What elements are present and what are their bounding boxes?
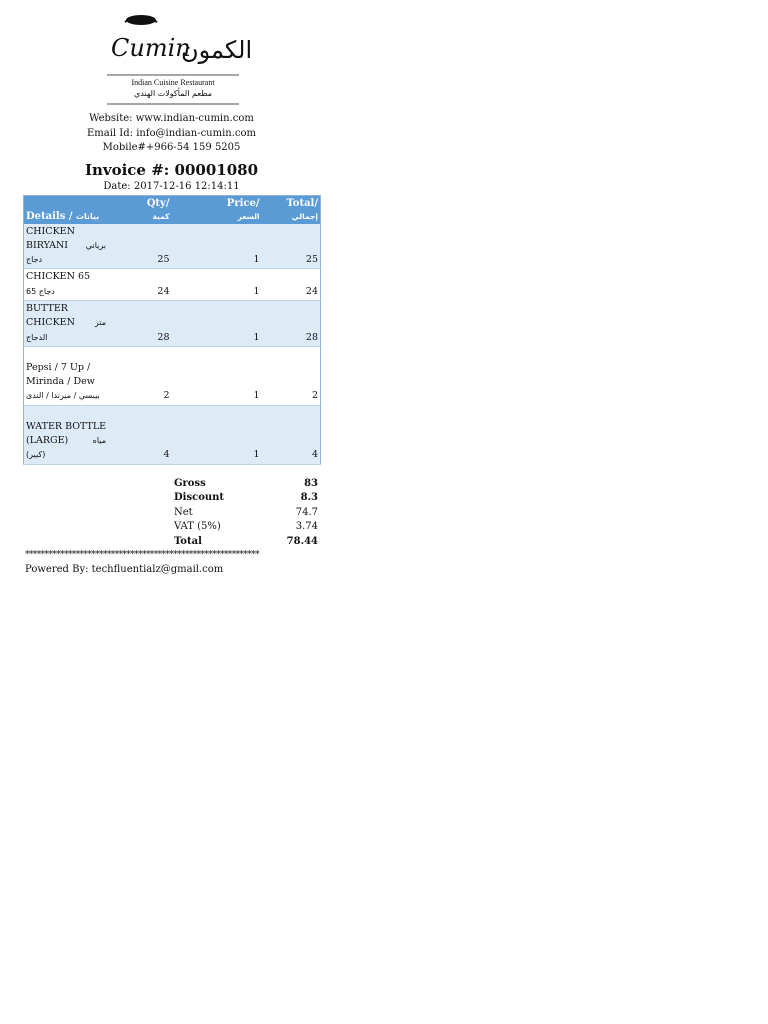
- item-qty: 28: [136, 300, 172, 346]
- item-price: 1: [172, 346, 262, 405]
- header-details: [24, 195, 136, 224]
- invoice-number: Invoice #: 00001080: [84, 160, 259, 179]
- contact-info: [23, 112, 320, 156]
- powered-by: Powered By: techfluentialz@gmail.com: [25, 564, 224, 576]
- item-price: 1: [172, 224, 262, 269]
- net-value: 74.7: [295, 506, 318, 518]
- item-total: 24: [262, 269, 321, 301]
- item-name-line2: Mirinda / Dew: [26, 376, 95, 388]
- item-name-arabic-line: بيبسي / ميرندا / الندى: [26, 391, 100, 401]
- item-name-line2: CHICKEN: [26, 317, 75, 329]
- header-qty-arabic: كمية: [152, 211, 170, 221]
- separator-line: ************************************************************: [25, 550, 260, 561]
- table-header-row: [24, 195, 321, 224]
- vat-label: VAT (5%): [174, 521, 221, 533]
- total-value: 78.44: [286, 535, 318, 547]
- totals-summary: [174, 477, 318, 550]
- item-name-arabic: مياه: [92, 436, 106, 446]
- item-total: 25: [262, 224, 321, 269]
- item-details: [24, 405, 136, 464]
- table-row: [24, 269, 321, 301]
- invoice-date: Date: 2017-12-16 12:14:11: [103, 180, 240, 192]
- discount-label: Discount: [174, 492, 225, 504]
- table-row: [24, 346, 321, 405]
- header-qty-label: Qty/: [146, 197, 170, 209]
- item-qty: 24: [136, 269, 172, 301]
- net-label: Net: [174, 506, 193, 518]
- logo-arabic-text: الكمون: [181, 36, 253, 64]
- table-row: [24, 405, 321, 464]
- discount-value: 8.3: [300, 492, 318, 504]
- header-details-label: Details /: [26, 210, 73, 222]
- mobile-text: Mobile#+966-54 159 5205: [102, 142, 241, 153]
- item-name-arabic-line: (كبير): [26, 450, 46, 460]
- gross-value: 83: [304, 477, 318, 489]
- item-details: [24, 346, 136, 405]
- logo-subtitle-arabic: مطعم المأكولات الهندي: [133, 89, 213, 98]
- email-text: Email Id: info@indian-cumin.com: [86, 127, 257, 139]
- item-name-arabic: متر: [94, 318, 106, 328]
- item-name-line2: BIRYANI: [26, 239, 69, 251]
- logo-graphic: [103, 12, 253, 110]
- header-price-arabic: السعر: [237, 211, 260, 221]
- header-price: [172, 195, 262, 224]
- item-name-line1: CHICKEN 65: [26, 271, 91, 283]
- item-name-arabic-line: الدجاج: [26, 332, 48, 342]
- table-row: [24, 300, 321, 346]
- item-name-arabic: برياني: [85, 240, 106, 250]
- net-row: [174, 506, 318, 521]
- item-qty: 25: [136, 224, 172, 269]
- item-details: [24, 300, 136, 346]
- item-qty: 4: [136, 405, 172, 464]
- header-total-arabic: إجمالي: [291, 211, 318, 221]
- item-total: 2: [262, 346, 321, 405]
- item-price: 1: [172, 405, 262, 464]
- header-qty: [136, 195, 172, 224]
- gross-label: Gross: [174, 477, 206, 489]
- item-details: [24, 269, 136, 301]
- item-name-line1: Pepsi / 7 Up /: [26, 361, 91, 373]
- items-table: [23, 195, 321, 465]
- item-name-line2: (LARGE): [26, 435, 69, 447]
- header-total-label: Total/: [286, 197, 318, 209]
- restaurant-logo: [23, 12, 320, 110]
- item-name-line1: CHICKEN: [26, 225, 75, 237]
- logo-latin-text: Cumin: [111, 34, 191, 62]
- total-row: [174, 535, 318, 550]
- gross-row: [174, 477, 318, 492]
- item-price: 1: [172, 269, 262, 301]
- item-name-line1: BUTTER: [26, 302, 68, 314]
- table-row: [24, 224, 321, 269]
- discount-row: [174, 491, 318, 506]
- item-name-arabic-line: دجاج: [26, 255, 43, 265]
- item-name-arabic-line: دجاج 65: [26, 286, 55, 296]
- header-price-label: Price/: [226, 197, 260, 209]
- item-price: 1: [172, 300, 262, 346]
- receipt: [23, 12, 320, 577]
- item-qty: 2: [136, 346, 172, 405]
- header-total: [262, 195, 321, 224]
- website-text: Website: www.indian-cumin.com: [89, 113, 254, 124]
- vat-value: 3.74: [295, 521, 318, 533]
- item-total: 4: [262, 405, 321, 464]
- item-total: 28: [262, 300, 321, 346]
- item-details: [24, 224, 136, 269]
- logo-subtitle: Indian Cuisine Restaurant: [131, 78, 215, 87]
- vat-row: [174, 520, 318, 535]
- item-name-line1: WATER BOTTLE: [26, 420, 107, 432]
- total-label: Total: [174, 535, 202, 547]
- header-details-arabic: بيانات: [75, 211, 100, 221]
